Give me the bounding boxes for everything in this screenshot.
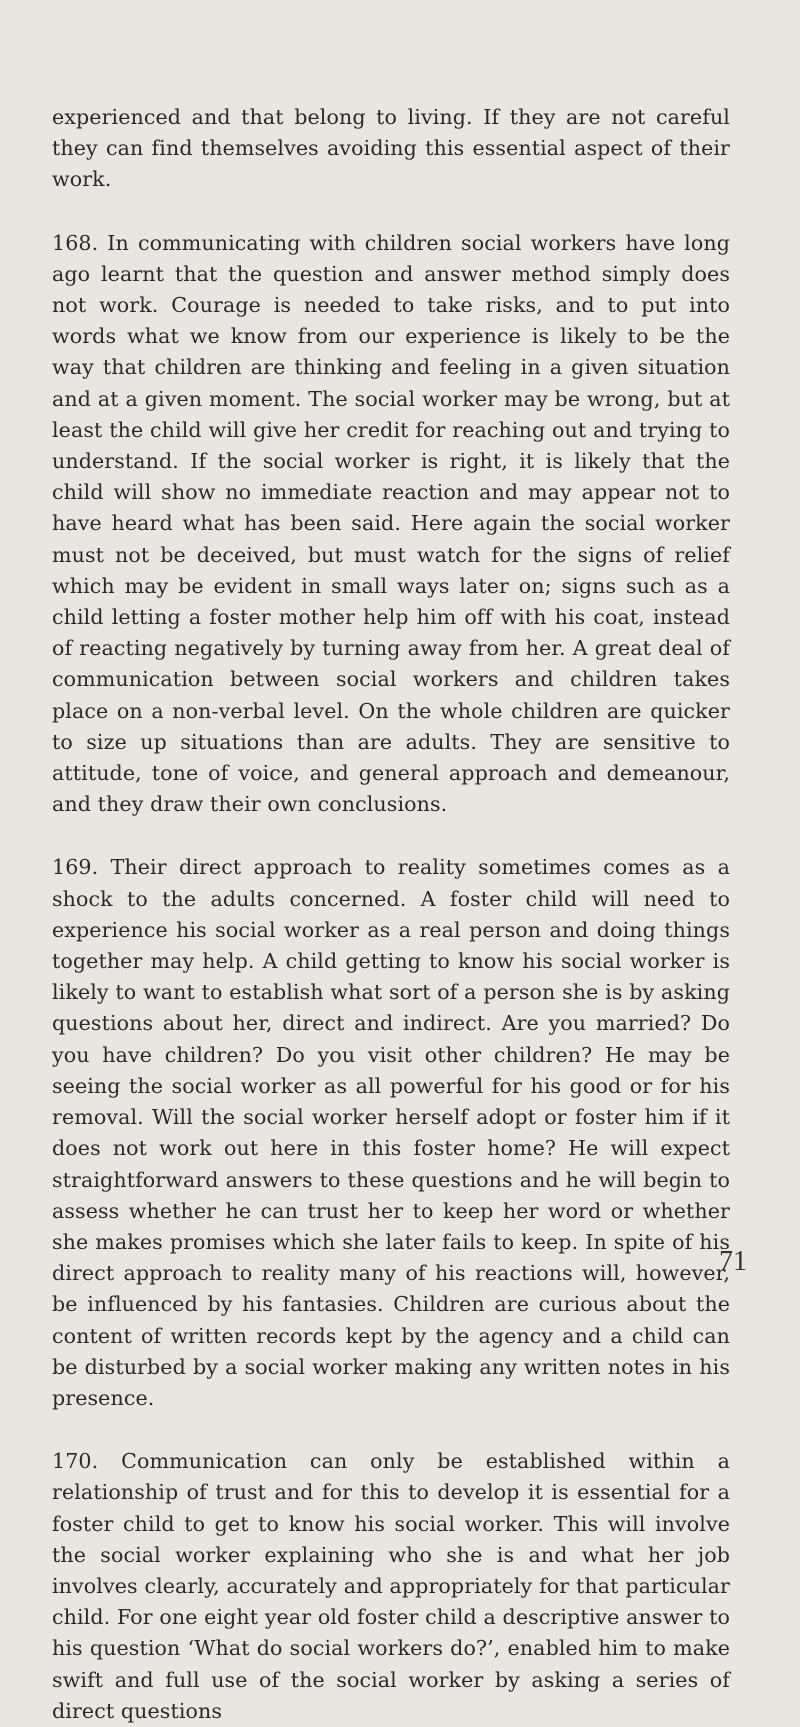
paragraph-continuation: experienced and that belong to living. If they are not careful they can find themselves avoiding this essential aspect of their work.: [52, 105, 730, 192]
page-number: 71: [719, 1246, 747, 1277]
paragraph-169: 169. Their direct approach to reality sometimes comes as a shock to the adults concerned. A foster child will need to experience his social worker as a real person and doing things together may help. A child getting to know his social worker is likely to want to establish what sort of a person she is by asking questions about her, direct and indirect. Are you married? Do you have children? Do you visit other children? He may be seeing the social worker as all powerful for his good or for his removal. Will the social worker herself adopt or foster him if it does not work out here in this foster home? He will expect straightforward answers to these questions and he will begin to assess whether he can trust her to keep her word or whether she makes promises which she later fails to keep. In spite of his direct approach to reality many of his reactions will, however, be influenced by his fantasies. Children are curious about the content of written records kept by the agency and a child can be disturbed by a social worker making any written notes in his presence.: [52, 855, 730, 1410]
paragraph-168: 168. In communicating with children social workers have long ago learnt that the question and answer method simply does not work. Courage is needed to take risks, and to put into words what we know from our experience is likely to be the way that children are thinking and feeling in a given situation and at a given moment. The social worker may be wrong, but at least the child will give her credit for reaching out and trying to understand. If the social worker is right, it is likely that the child will show no immediate reaction and may appear not to have heard what has been said. Here again the social worker must not be deceived, but must watch for the signs of relief which may be evident in small ways later on; signs such as a child letting a foster mother help him off with his coat, instead of reacting negatively by turning away from her. A great deal of communication between social workers and children takes place on a non-verbal level. On the whole children are quicker to size up situations than are adults. They are sensitive to attitude, tone of voice, and general approach and demeanour, and they draw their own conclusions.: [52, 230, 730, 817]
paragraph-170: 170. Communication can only be established within a relationship of trust and for this to develop it is essential for a foster child to get to know his social worker. This will involve the social worker explaining who she is and what her job involves clearly, accurately and appropriately for that particular child. For one eight year old foster child a descriptive answer to his question ‘What do social workers do?’, enabled him to make swift and full use of the social worker by asking a series of direct questions: [52, 1449, 730, 1723]
